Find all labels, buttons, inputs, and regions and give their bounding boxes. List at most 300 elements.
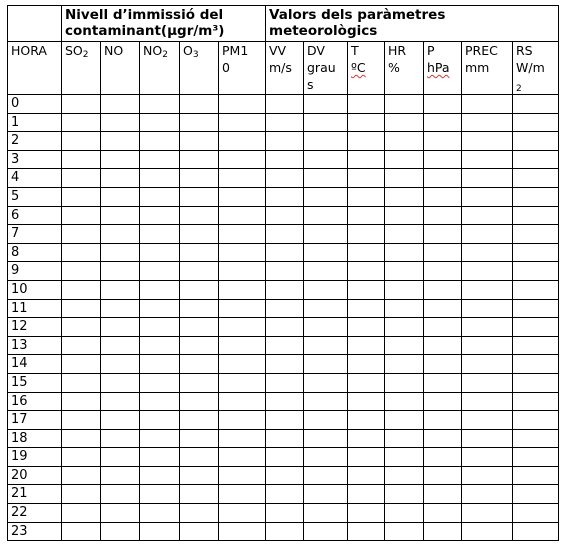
value-cell[interactable] xyxy=(424,318,462,337)
value-cell[interactable] xyxy=(62,485,101,504)
value-cell[interactable] xyxy=(462,429,513,448)
value-cell[interactable] xyxy=(266,429,304,448)
value-cell[interactable] xyxy=(180,169,219,188)
value-cell[interactable] xyxy=(513,150,559,169)
value-cell[interactable] xyxy=(462,262,513,281)
value-cell[interactable] xyxy=(219,95,266,114)
value-cell[interactable] xyxy=(62,132,101,151)
value-cell[interactable] xyxy=(140,485,180,504)
value-cell[interactable] xyxy=(180,187,219,206)
value-cell[interactable] xyxy=(62,95,101,114)
value-cell[interactable] xyxy=(513,95,559,114)
value-cell[interactable] xyxy=(266,132,304,151)
value-cell[interactable] xyxy=(424,373,462,392)
value-cell[interactable] xyxy=(101,522,140,541)
value-cell[interactable] xyxy=(140,355,180,374)
value-cell[interactable] xyxy=(180,336,219,355)
value-cell[interactable] xyxy=(424,485,462,504)
value-cell[interactable] xyxy=(266,299,304,318)
value-cell[interactable] xyxy=(266,504,304,523)
value-cell[interactable] xyxy=(348,318,385,337)
value-cell[interactable] xyxy=(219,132,266,151)
table-row xyxy=(8,150,559,169)
hour-cell: 19 xyxy=(8,448,62,467)
value-cell[interactable] xyxy=(219,429,266,448)
value-cell[interactable] xyxy=(266,373,304,392)
value-cell[interactable] xyxy=(101,187,140,206)
value-cell[interactable] xyxy=(348,280,385,299)
value-cell[interactable] xyxy=(140,318,180,337)
value-cell[interactable] xyxy=(348,373,385,392)
value-cell[interactable] xyxy=(62,448,101,467)
value-cell[interactable] xyxy=(266,318,304,337)
value-cell[interactable] xyxy=(266,411,304,430)
value-cell[interactable] xyxy=(348,150,385,169)
value-cell[interactable] xyxy=(140,299,180,318)
value-cell[interactable] xyxy=(101,280,140,299)
value-cell[interactable] xyxy=(180,206,219,225)
value-cell[interactable] xyxy=(304,206,348,225)
value-cell[interactable] xyxy=(513,411,559,430)
value-cell[interactable] xyxy=(304,318,348,337)
value-cell[interactable] xyxy=(304,150,348,169)
value-cell[interactable] xyxy=(219,299,266,318)
value-cell[interactable] xyxy=(304,262,348,281)
value-cell[interactable] xyxy=(62,187,101,206)
value-cell[interactable] xyxy=(385,243,424,262)
value-cell[interactable] xyxy=(385,280,424,299)
value-cell[interactable] xyxy=(348,169,385,188)
value-cell[interactable] xyxy=(140,150,180,169)
value-cell[interactable] xyxy=(424,336,462,355)
value-cell[interactable] xyxy=(266,262,304,281)
dv-header: DV grau s xyxy=(304,42,348,95)
value-cell[interactable] xyxy=(385,95,424,114)
value-cell[interactable] xyxy=(219,225,266,244)
value-cell[interactable] xyxy=(385,448,424,467)
value-cell[interactable] xyxy=(348,485,385,504)
value-cell[interactable] xyxy=(385,187,424,206)
value-cell[interactable] xyxy=(348,522,385,541)
value-cell[interactable] xyxy=(304,466,348,485)
value-cell[interactable] xyxy=(101,448,140,467)
value-cell[interactable] xyxy=(385,206,424,225)
value-cell[interactable] xyxy=(219,355,266,374)
value-cell[interactable] xyxy=(266,95,304,114)
value-cell[interactable] xyxy=(180,95,219,114)
value-cell[interactable] xyxy=(513,373,559,392)
value-cell[interactable] xyxy=(462,522,513,541)
value-cell[interactable] xyxy=(513,355,559,374)
value-cell[interactable] xyxy=(348,448,385,467)
value-cell[interactable] xyxy=(462,169,513,188)
value-cell[interactable] xyxy=(140,95,180,114)
value-cell[interactable] xyxy=(304,243,348,262)
value-cell[interactable] xyxy=(385,373,424,392)
value-cell[interactable] xyxy=(219,318,266,337)
value-cell[interactable] xyxy=(348,95,385,114)
value-cell[interactable] xyxy=(62,429,101,448)
value-cell[interactable] xyxy=(385,355,424,374)
value-cell[interactable] xyxy=(62,280,101,299)
value-cell[interactable] xyxy=(180,318,219,337)
value-cell[interactable] xyxy=(304,355,348,374)
value-cell[interactable] xyxy=(462,113,513,132)
value-cell[interactable] xyxy=(101,392,140,411)
value-cell[interactable] xyxy=(266,392,304,411)
value-cell[interactable] xyxy=(140,132,180,151)
value-cell[interactable] xyxy=(140,373,180,392)
value-cell[interactable] xyxy=(462,373,513,392)
value-cell[interactable] xyxy=(462,187,513,206)
value-cell[interactable] xyxy=(513,504,559,523)
value-cell[interactable] xyxy=(304,522,348,541)
value-cell[interactable] xyxy=(219,113,266,132)
value-cell[interactable] xyxy=(266,150,304,169)
value-cell[interactable] xyxy=(140,262,180,281)
value-cell[interactable] xyxy=(219,522,266,541)
value-cell[interactable] xyxy=(140,429,180,448)
value-cell[interactable] xyxy=(62,150,101,169)
value-cell[interactable] xyxy=(180,355,219,374)
value-cell[interactable] xyxy=(180,243,219,262)
value-cell[interactable] xyxy=(462,95,513,114)
value-cell[interactable] xyxy=(513,336,559,355)
value-cell[interactable] xyxy=(462,206,513,225)
value-cell[interactable] xyxy=(304,411,348,430)
value-cell[interactable] xyxy=(462,225,513,244)
value-cell[interactable] xyxy=(348,132,385,151)
value-cell[interactable] xyxy=(513,299,559,318)
value-cell[interactable] xyxy=(385,113,424,132)
value-cell[interactable] xyxy=(266,466,304,485)
value-cell[interactable] xyxy=(304,132,348,151)
value-cell[interactable] xyxy=(304,448,348,467)
value-cell[interactable] xyxy=(304,225,348,244)
value-cell[interactable] xyxy=(62,336,101,355)
value-cell[interactable] xyxy=(180,504,219,523)
value-cell[interactable] xyxy=(462,355,513,374)
value-cell[interactable] xyxy=(62,373,101,392)
value-cell[interactable] xyxy=(385,392,424,411)
value-cell[interactable] xyxy=(180,392,219,411)
value-cell[interactable] xyxy=(62,113,101,132)
value-cell[interactable] xyxy=(424,504,462,523)
value-cell[interactable] xyxy=(140,336,180,355)
value-cell[interactable] xyxy=(101,299,140,318)
value-cell[interactable] xyxy=(385,132,424,151)
value-cell[interactable] xyxy=(424,113,462,132)
value-cell[interactable] xyxy=(219,206,266,225)
vv-header: VV m/s xyxy=(266,42,304,95)
value-cell[interactable] xyxy=(219,169,266,188)
value-cell[interactable] xyxy=(513,448,559,467)
value-cell[interactable] xyxy=(62,225,101,244)
value-cell[interactable] xyxy=(266,336,304,355)
value-cell[interactable] xyxy=(219,262,266,281)
value-cell[interactable] xyxy=(424,169,462,188)
value-cell[interactable] xyxy=(140,411,180,430)
value-cell[interactable] xyxy=(62,392,101,411)
value-cell[interactable] xyxy=(266,522,304,541)
value-cell[interactable] xyxy=(462,336,513,355)
value-cell[interactable] xyxy=(348,392,385,411)
value-cell[interactable] xyxy=(424,466,462,485)
value-cell[interactable] xyxy=(140,448,180,467)
value-cell[interactable] xyxy=(266,187,304,206)
value-cell[interactable] xyxy=(513,466,559,485)
table-row xyxy=(8,225,559,244)
value-cell[interactable] xyxy=(266,485,304,504)
value-cell[interactable] xyxy=(348,429,385,448)
hour-cell: 18 xyxy=(8,429,62,448)
value-cell[interactable] xyxy=(513,225,559,244)
value-cell[interactable] xyxy=(304,187,348,206)
value-cell[interactable] xyxy=(424,262,462,281)
value-cell[interactable] xyxy=(348,113,385,132)
value-cell[interactable] xyxy=(101,504,140,523)
value-cell[interactable] xyxy=(304,429,348,448)
value-cell[interactable] xyxy=(513,522,559,541)
value-cell[interactable] xyxy=(266,243,304,262)
value-cell[interactable] xyxy=(219,373,266,392)
value-cell[interactable] xyxy=(513,318,559,337)
value-cell[interactable] xyxy=(513,187,559,206)
value-cell[interactable] xyxy=(513,262,559,281)
value-cell[interactable] xyxy=(101,466,140,485)
value-cell[interactable] xyxy=(348,466,385,485)
value-cell[interactable] xyxy=(101,318,140,337)
value-cell[interactable] xyxy=(101,206,140,225)
value-cell[interactable] xyxy=(348,206,385,225)
value-cell[interactable] xyxy=(140,169,180,188)
value-cell[interactable] xyxy=(424,411,462,430)
value-cell[interactable] xyxy=(304,373,348,392)
value-cell[interactable] xyxy=(424,429,462,448)
value-cell[interactable] xyxy=(140,243,180,262)
value-cell[interactable] xyxy=(385,466,424,485)
value-cell[interactable] xyxy=(348,336,385,355)
value-cell[interactable] xyxy=(101,243,140,262)
value-cell[interactable] xyxy=(513,429,559,448)
value-cell[interactable] xyxy=(62,411,101,430)
value-cell[interactable] xyxy=(101,485,140,504)
value-cell[interactable] xyxy=(140,113,180,132)
value-cell[interactable] xyxy=(424,243,462,262)
rs-header: RS W/m $_2$ xyxy=(513,42,559,95)
value-cell[interactable] xyxy=(140,504,180,523)
value-cell[interactable] xyxy=(462,299,513,318)
value-cell[interactable] xyxy=(424,392,462,411)
value-cell[interactable] xyxy=(101,95,140,114)
value-cell[interactable] xyxy=(266,448,304,467)
value-cell[interactable] xyxy=(385,169,424,188)
value-cell[interactable] xyxy=(62,243,101,262)
value-cell[interactable] xyxy=(219,336,266,355)
value-cell[interactable] xyxy=(180,113,219,132)
value-cell[interactable] xyxy=(304,95,348,114)
value-cell[interactable] xyxy=(180,411,219,430)
value-cell[interactable] xyxy=(304,169,348,188)
value-cell[interactable] xyxy=(101,336,140,355)
value-cell[interactable] xyxy=(385,429,424,448)
value-cell[interactable] xyxy=(140,225,180,244)
value-cell[interactable] xyxy=(101,262,140,281)
value-cell[interactable] xyxy=(101,411,140,430)
value-cell[interactable] xyxy=(424,187,462,206)
value-cell[interactable] xyxy=(424,150,462,169)
value-cell[interactable] xyxy=(180,262,219,281)
value-cell[interactable] xyxy=(62,355,101,374)
table-row xyxy=(8,262,559,281)
value-cell[interactable] xyxy=(304,336,348,355)
value-cell[interactable] xyxy=(462,466,513,485)
value-cell[interactable] xyxy=(219,466,266,485)
value-cell[interactable] xyxy=(304,280,348,299)
value-cell[interactable] xyxy=(140,280,180,299)
value-cell[interactable] xyxy=(385,336,424,355)
value-cell[interactable] xyxy=(462,150,513,169)
value-cell[interactable] xyxy=(266,280,304,299)
value-cell[interactable] xyxy=(180,522,219,541)
value-cell[interactable] xyxy=(385,485,424,504)
value-cell[interactable] xyxy=(462,485,513,504)
value-cell[interactable] xyxy=(424,355,462,374)
value-cell[interactable] xyxy=(180,485,219,504)
value-cell[interactable] xyxy=(462,243,513,262)
value-cell[interactable] xyxy=(219,448,266,467)
value-cell[interactable] xyxy=(424,280,462,299)
value-cell[interactable] xyxy=(348,299,385,318)
value-cell[interactable] xyxy=(462,280,513,299)
value-cell[interactable] xyxy=(385,150,424,169)
value-cell[interactable] xyxy=(462,318,513,337)
value-cell[interactable] xyxy=(180,448,219,467)
value-cell[interactable] xyxy=(462,132,513,151)
value-cell[interactable] xyxy=(385,522,424,541)
value-cell[interactable] xyxy=(140,522,180,541)
value-cell[interactable] xyxy=(219,243,266,262)
value-cell[interactable] xyxy=(513,280,559,299)
value-cell[interactable] xyxy=(348,355,385,374)
value-cell[interactable] xyxy=(140,187,180,206)
value-cell[interactable] xyxy=(513,132,559,151)
value-cell[interactable] xyxy=(385,318,424,337)
value-cell[interactable] xyxy=(219,187,266,206)
value-cell[interactable] xyxy=(304,299,348,318)
value-cell[interactable] xyxy=(62,504,101,523)
value-cell[interactable] xyxy=(385,504,424,523)
hour-cell: 9 xyxy=(8,262,62,281)
value-cell[interactable] xyxy=(62,206,101,225)
value-cell[interactable] xyxy=(101,429,140,448)
value-cell[interactable] xyxy=(180,280,219,299)
value-cell[interactable] xyxy=(304,113,348,132)
value-cell[interactable] xyxy=(385,411,424,430)
value-cell[interactable] xyxy=(462,504,513,523)
value-cell[interactable] xyxy=(348,225,385,244)
value-cell[interactable] xyxy=(219,392,266,411)
value-cell[interactable] xyxy=(180,132,219,151)
value-cell[interactable] xyxy=(101,132,140,151)
value-cell[interactable] xyxy=(424,95,462,114)
value-cell[interactable] xyxy=(101,355,140,374)
value-cell[interactable] xyxy=(62,466,101,485)
value-cell[interactable] xyxy=(462,411,513,430)
value-cell[interactable] xyxy=(180,299,219,318)
value-cell[interactable] xyxy=(101,225,140,244)
table-row xyxy=(8,95,559,114)
value-cell[interactable] xyxy=(424,206,462,225)
value-cell[interactable] xyxy=(513,392,559,411)
value-cell[interactable] xyxy=(180,429,219,448)
value-cell[interactable] xyxy=(101,373,140,392)
value-cell[interactable] xyxy=(219,280,266,299)
value-cell[interactable] xyxy=(462,392,513,411)
value-cell[interactable] xyxy=(266,113,304,132)
value-cell[interactable] xyxy=(385,225,424,244)
value-cell[interactable] xyxy=(180,225,219,244)
value-cell[interactable] xyxy=(513,113,559,132)
value-cell[interactable] xyxy=(62,299,101,318)
value-cell[interactable] xyxy=(62,262,101,281)
value-cell[interactable] xyxy=(219,485,266,504)
hour-cell: 5 xyxy=(8,187,62,206)
value-cell[interactable] xyxy=(219,504,266,523)
value-cell[interactable] xyxy=(304,392,348,411)
value-cell[interactable] xyxy=(462,448,513,467)
value-cell[interactable] xyxy=(140,466,180,485)
value-cell[interactable] xyxy=(219,411,266,430)
value-cell[interactable] xyxy=(180,466,219,485)
value-cell[interactable] xyxy=(304,485,348,504)
value-cell[interactable] xyxy=(62,169,101,188)
value-cell[interactable] xyxy=(62,522,101,541)
value-cell[interactable] xyxy=(348,243,385,262)
value-cell[interactable] xyxy=(180,373,219,392)
value-cell[interactable] xyxy=(140,392,180,411)
value-cell[interactable] xyxy=(101,150,140,169)
value-cell[interactable] xyxy=(513,169,559,188)
value-cell[interactable] xyxy=(385,262,424,281)
value-cell[interactable] xyxy=(304,504,348,523)
value-cell[interactable] xyxy=(513,243,559,262)
value-cell[interactable] xyxy=(266,169,304,188)
value-cell[interactable] xyxy=(424,448,462,467)
value-cell[interactable] xyxy=(424,522,462,541)
pollutant-group-header: Nivell d’immissió del contaminant(µgr/m³) xyxy=(62,6,266,42)
value-cell[interactable] xyxy=(348,411,385,430)
value-cell[interactable] xyxy=(513,206,559,225)
value-cell[interactable] xyxy=(424,299,462,318)
value-cell[interactable] xyxy=(348,504,385,523)
value-cell[interactable] xyxy=(513,485,559,504)
value-cell[interactable] xyxy=(140,206,180,225)
value-cell[interactable] xyxy=(266,225,304,244)
value-cell[interactable] xyxy=(348,187,385,206)
value-cell[interactable] xyxy=(62,318,101,337)
value-cell[interactable] xyxy=(266,206,304,225)
value-cell[interactable] xyxy=(101,169,140,188)
value-cell[interactable] xyxy=(101,113,140,132)
value-cell[interactable] xyxy=(424,225,462,244)
value-cell[interactable] xyxy=(385,299,424,318)
value-cell[interactable] xyxy=(266,355,304,374)
value-cell[interactable] xyxy=(219,150,266,169)
value-cell[interactable] xyxy=(180,150,219,169)
value-cell[interactable] xyxy=(424,132,462,151)
value-cell[interactable] xyxy=(348,262,385,281)
